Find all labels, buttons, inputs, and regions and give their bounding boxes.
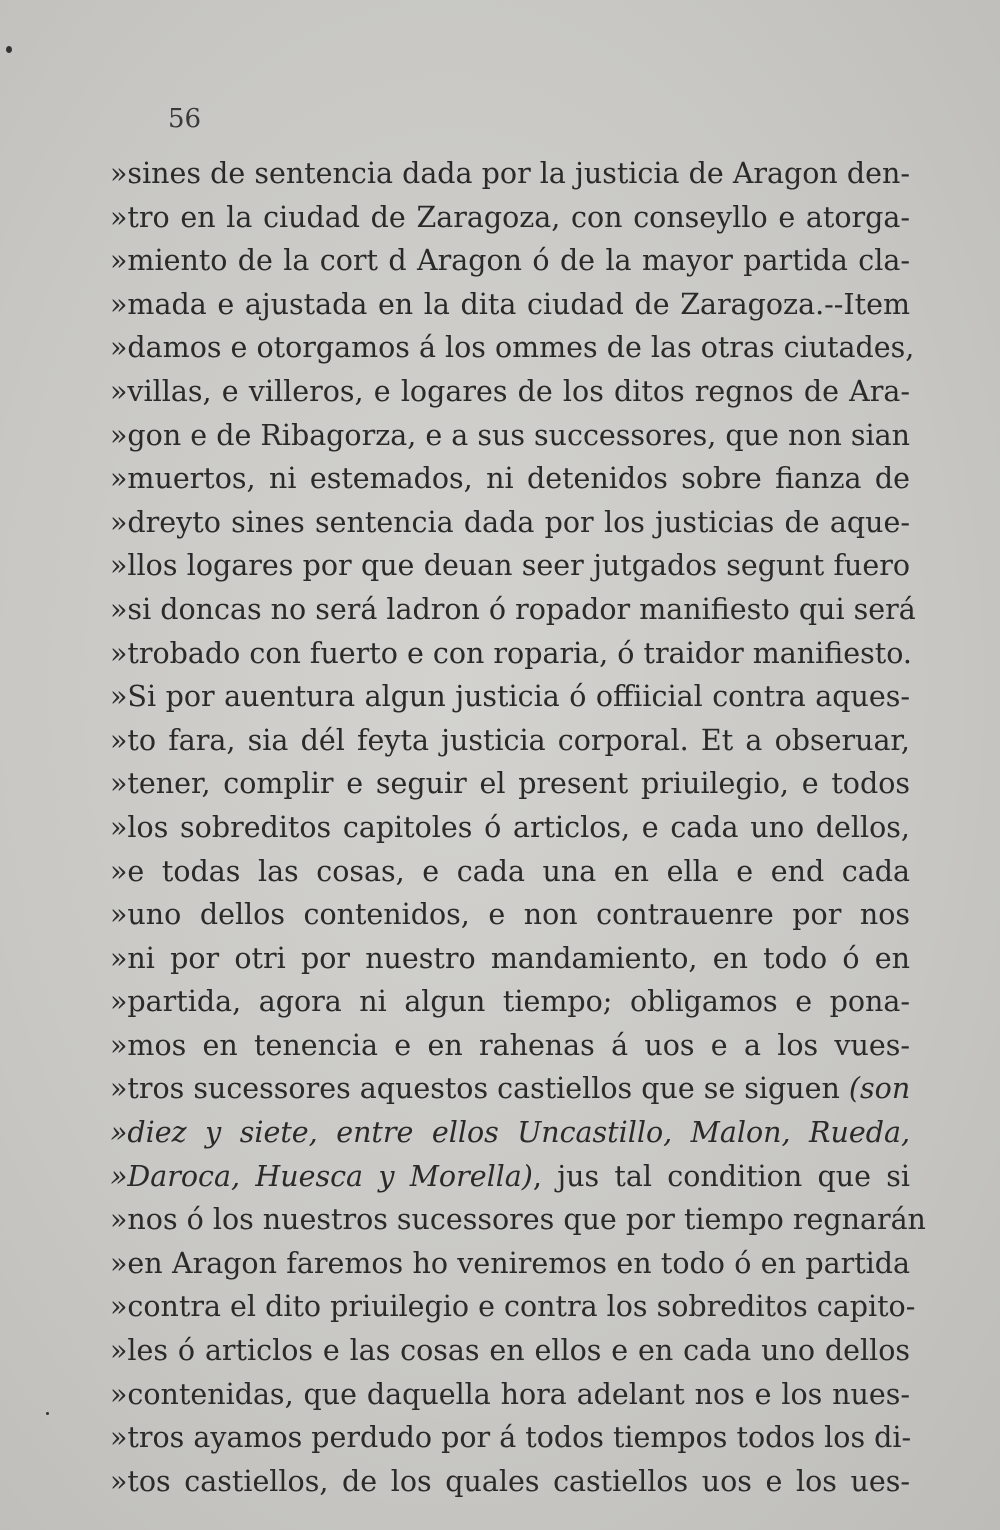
text-line <box>110 326 915 370</box>
line-text: »les ó articlos e las cosas en ellos e en cada uno dellos <box>110 1334 910 1368</box>
line-text: »mada e ajustada en la dita ciudad de Zaragoza.--Item <box>110 287 910 321</box>
line-text: »partida, agora ni algun tiempo; obligamos e pona- <box>110 985 910 1019</box>
text-line <box>110 152 910 196</box>
text-line <box>110 806 910 850</box>
text-line <box>110 283 910 327</box>
text-line <box>110 501 910 545</box>
line-text: »sines de sentencia dada por la justicia de Aragon den- <box>110 157 910 190</box>
text-line <box>110 980 910 1024</box>
text-line <box>110 1155 910 1199</box>
text-line <box>110 1067 910 1111</box>
text-line <box>110 1373 910 1417</box>
line-text: »mos en tenencia e en rahenas á uos e a los vues- <box>110 1028 910 1062</box>
line-text: »gon e de Ribagorza, e a sus successores, que non sian <box>110 418 910 452</box>
text-line <box>110 1024 910 1068</box>
line-text: »tener, complir e seguir el present priuilegio, e todos <box>110 767 910 801</box>
text-line <box>110 239 910 283</box>
line-text: »uno dellos contenidos, e non contrauenre por nos <box>110 898 910 932</box>
text-line <box>110 1111 910 1155</box>
line-text: »nos ó los nuestros sucessores que por tiempo regnarán <box>110 1203 926 1237</box>
text-line <box>110 1416 910 1460</box>
ink-speck <box>6 46 12 53</box>
line-text: »si doncas no será ladron ó ropador manifiesto qui será <box>110 592 916 626</box>
line-text: »Si por auentura algun justicia ó offiicial contra aques- <box>110 680 910 714</box>
line-text: »e todas las cosas, e cada una en ella e end cada <box>110 854 910 888</box>
text-line <box>110 196 910 240</box>
line-text: »villas, e villeros, e logares de los ditos regnos de Ara- <box>110 374 910 408</box>
line-text: »los sobreditos capitoles ó articlos, e cada uno dellos, <box>110 810 910 844</box>
line-text: »damos e otorgamos á los ommes de las otras ciutades, <box>110 331 915 365</box>
text-line <box>110 893 910 937</box>
line-text: »tro en la ciudad de Zaragoza, con conseyllo e atorga- <box>110 200 910 234</box>
italic-text: (son <box>848 1072 911 1106</box>
text-line <box>110 588 916 632</box>
line-text: »tros sucessores aquestos castiellos que se siguen <box>110 1072 849 1106</box>
line-text: »contenidas, que daquella hora adelant nos e los nues- <box>110 1377 910 1411</box>
text-line <box>110 544 910 588</box>
text-line <box>110 1242 910 1286</box>
line-text: »dreyto sines sentencia dada por los justicias de aque- <box>110 505 910 539</box>
line-text: »trobado con fuerto e con roparia, ó traidor manifiesto. <box>110 636 912 670</box>
text-line <box>110 1460 910 1504</box>
text-line <box>110 719 910 763</box>
line-text: »to fara, sia dél feyta justicia corporal. Et a obseruar, <box>110 723 910 757</box>
text-line <box>110 850 910 894</box>
line-text: »muertos, ni estemados, ni detenidos sobre fianza de <box>110 462 910 496</box>
line-text: »miento de la cort d Aragon ó de la mayor partida cla- <box>110 244 910 278</box>
text-line <box>110 457 910 501</box>
text-line <box>110 675 910 719</box>
line-text: »tos castiellos, de los quales castiellos uos e los ues- <box>110 1464 910 1498</box>
line-text: »llos logares por que deuan seer jutgados segunt fuero <box>110 549 910 583</box>
text-line <box>110 414 910 458</box>
line-text: »tros ayamos perdudo por á todos tiempos todos los di- <box>110 1421 912 1455</box>
body-text <box>110 152 926 1503</box>
line-text: , jus tal condition que si <box>532 1159 910 1193</box>
text-line <box>110 762 910 806</box>
ink-speck <box>46 1412 49 1415</box>
text-line <box>110 937 910 981</box>
italic-text: »Daroca, Huesca y Morella) <box>110 1159 533 1193</box>
text-line <box>110 1329 910 1373</box>
line-text: »en Aragon faremos ho veniremos en todo ó en partida <box>110 1246 910 1280</box>
line-text: »ni por otri por nuestro mandamiento, en todo ó en <box>110 941 910 975</box>
text-line <box>110 1285 916 1329</box>
text-line <box>110 1198 926 1242</box>
text-line <box>110 632 910 676</box>
page-number: 56 <box>168 104 202 134</box>
line-text: »contra el dito priuilegio e contra los sobreditos capito- <box>110 1290 916 1324</box>
italic-text: »diez y siete, entre ellos Uncastillo, Malon, Rueda, <box>110 1116 910 1150</box>
text-line <box>110 370 910 414</box>
